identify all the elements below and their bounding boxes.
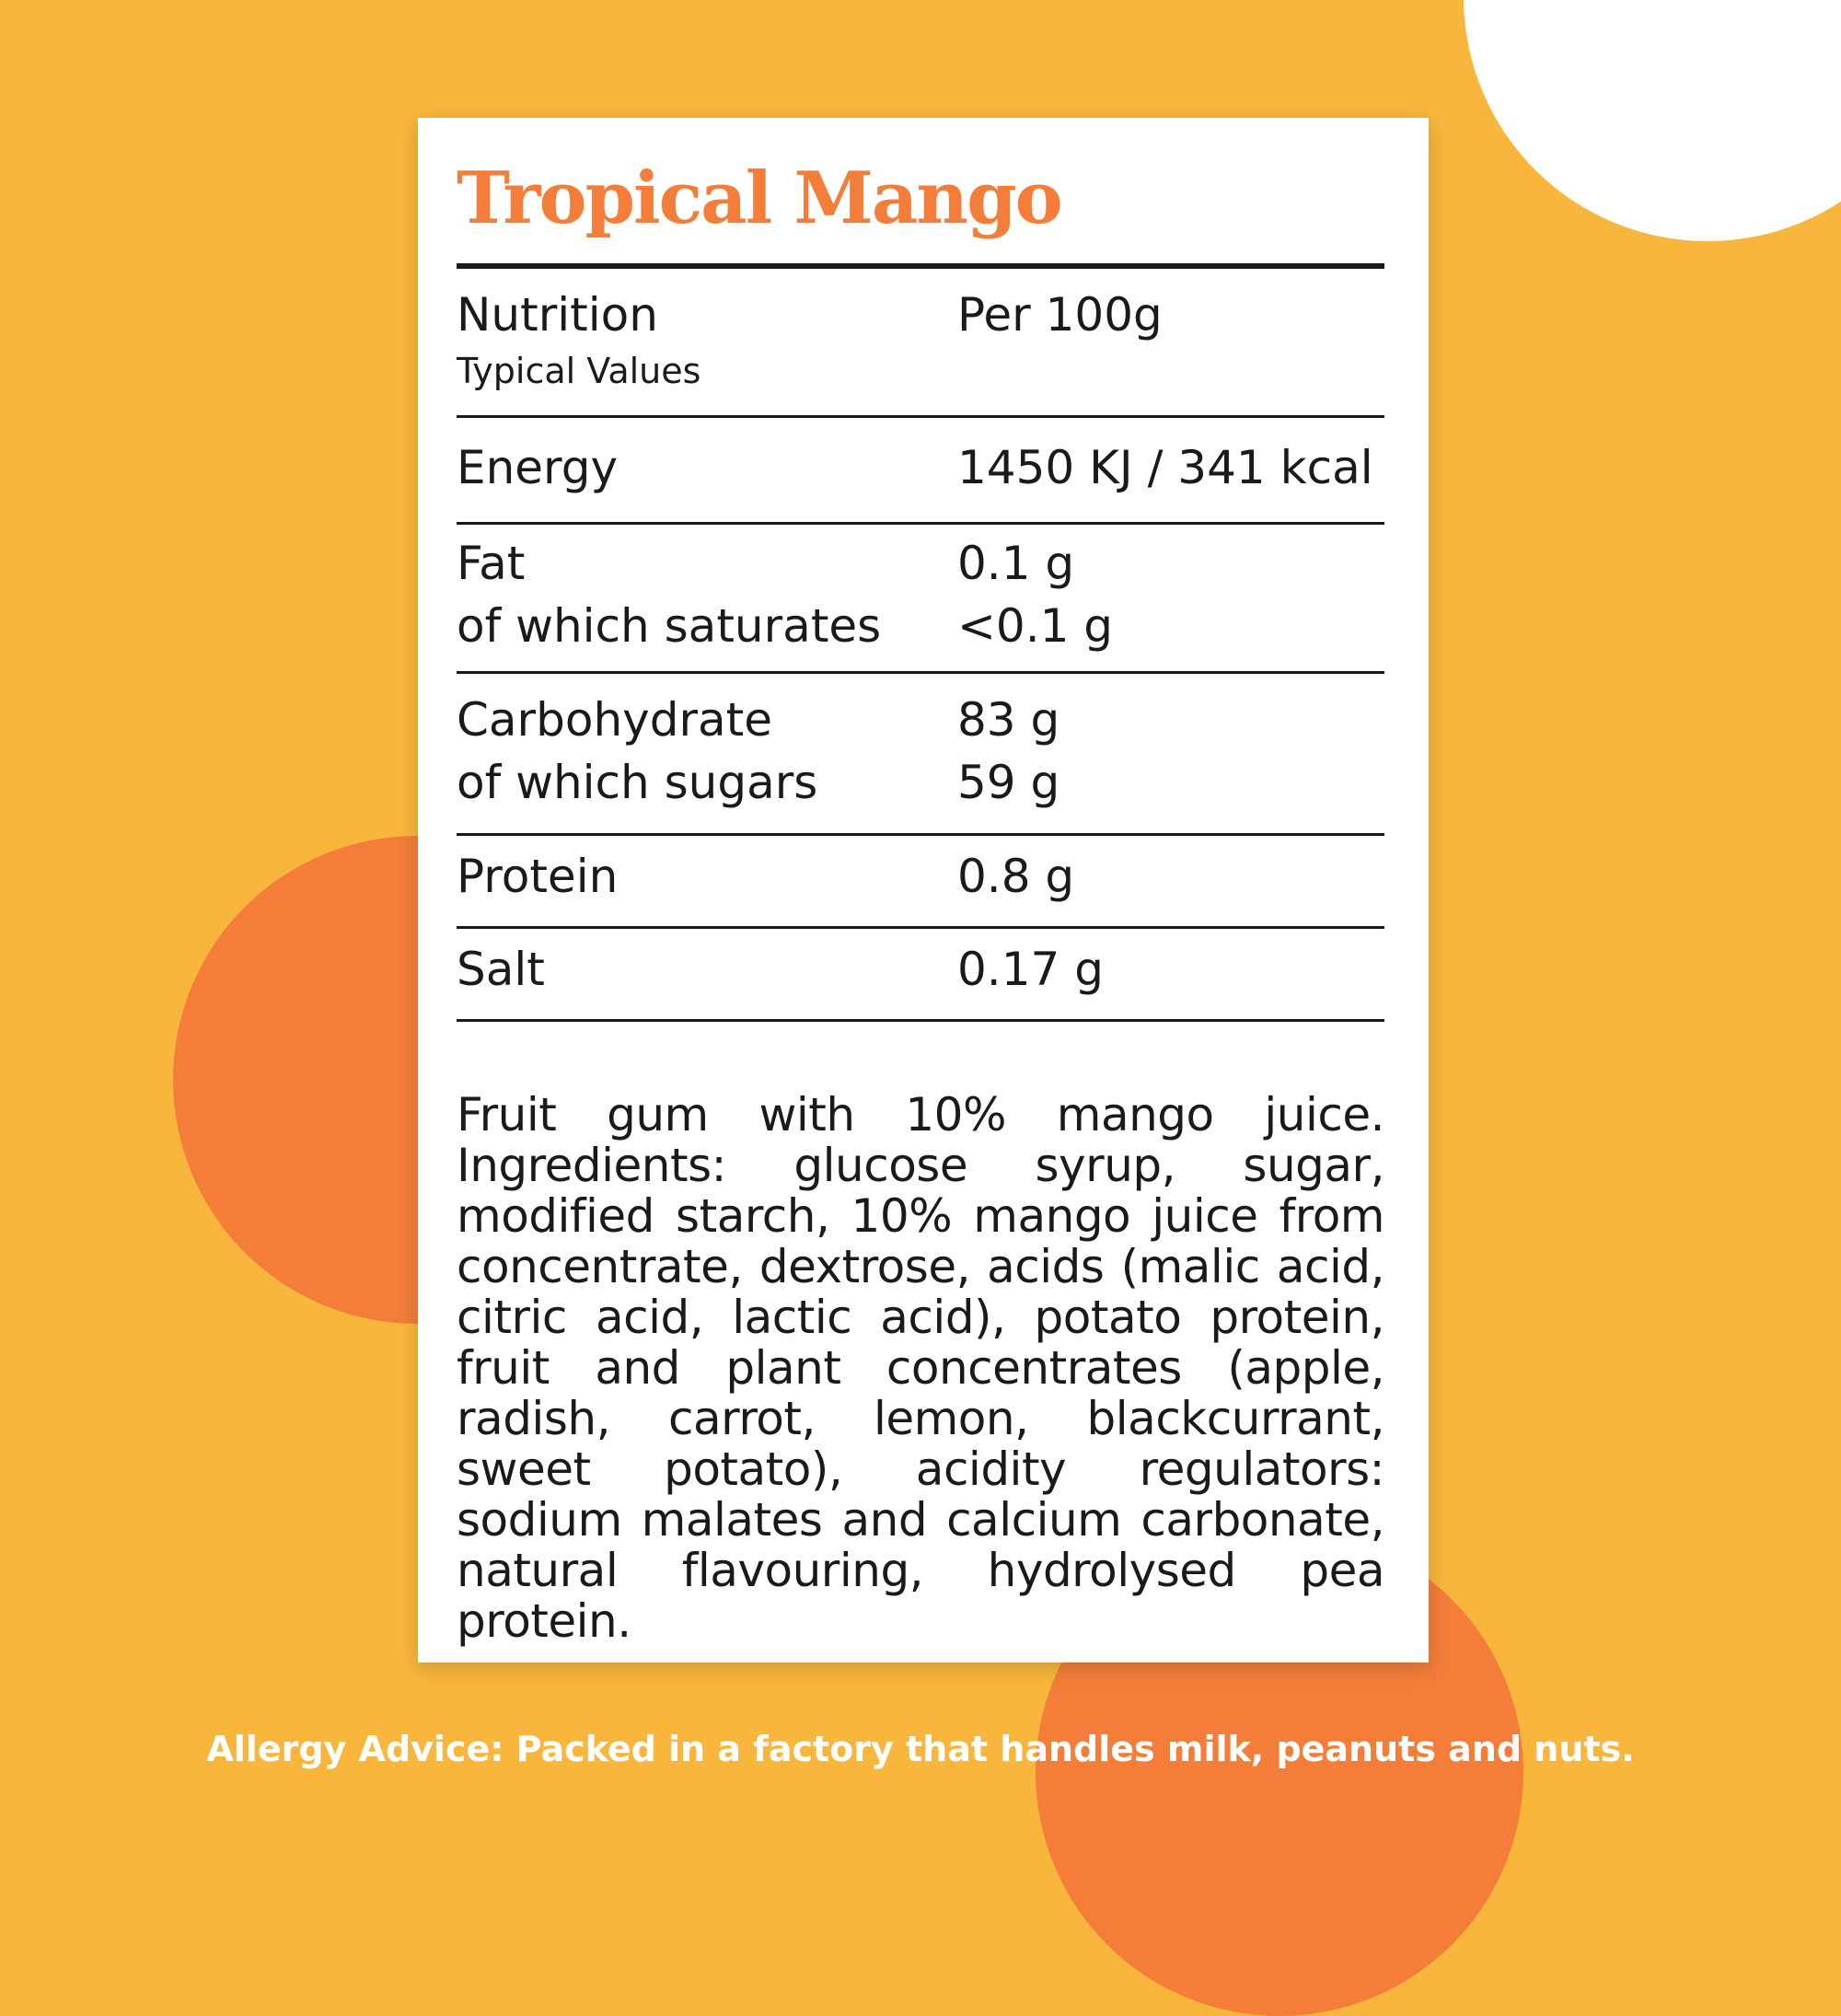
nutrition-header-label-cell (457, 284, 957, 415)
carbohydrate-value: 83 g (957, 693, 1060, 747)
nutrition-header-sublabel: Typical Values (457, 351, 701, 391)
carbohydrate-label-cell (457, 689, 957, 833)
salt-label: Salt (457, 943, 545, 996)
nutrition-row-energy (457, 418, 1384, 525)
nutrition-row-fat (457, 525, 1384, 674)
fat-label: Fat (457, 537, 526, 590)
sugars-label: of which sugars (457, 756, 818, 809)
product-title: Tropical Mango (457, 156, 1061, 240)
ingredients-text: Fruit gum with 10% mango juice. Ingredients: glucose syrup, sugar, modified starch, 10% mango juice from concentrate, dextrose, acids (malic acid, citric acid, lactic acid), potato protein, fruit and plant concentrates (apple, radish, carrot, lemon, blackcurrant, sweet potato), acidity regulators: sodium malates and calcium carbonate, natural flavouring, hydrolysed pea protein. (457, 1088, 1384, 1648)
nutrition-header-label: Nutrition (457, 288, 658, 342)
white-circle-decoration (1464, 0, 1841, 241)
saturates-label: of which saturates (457, 599, 882, 653)
carbohydrate-label: Carbohydrate (457, 693, 773, 747)
fat-value-cell (957, 532, 1384, 671)
energy-label: Energy (457, 441, 619, 494)
nutrition-label-card (418, 118, 1429, 1663)
salt-value: 0.17 g (957, 943, 1104, 996)
protein-label: Protein (457, 850, 619, 903)
nutrition-header-value: Per 100g (957, 288, 1163, 342)
allergy-advice: Allergy Advice: Packed in a factory that handles milk, peanuts and nuts. (206, 1729, 1635, 1769)
fat-label-cell (457, 532, 957, 671)
protein-value: 0.8 g (957, 850, 1075, 903)
nutrition-row-protein (457, 836, 1384, 929)
sugars-value: 59 g (957, 756, 1060, 809)
nutrition-label-content (457, 155, 1384, 1647)
carbohydrate-value-cell (957, 689, 1384, 833)
nutrition-header-row (457, 269, 1384, 418)
nutrition-row-carbohydrate (457, 674, 1384, 836)
fat-value: 0.1 g (957, 537, 1075, 590)
saturates-value: <0.1 g (957, 599, 1114, 653)
nutrition-row-salt (457, 929, 1384, 1022)
energy-value: 1450 KJ / 341 kcal (957, 441, 1373, 494)
